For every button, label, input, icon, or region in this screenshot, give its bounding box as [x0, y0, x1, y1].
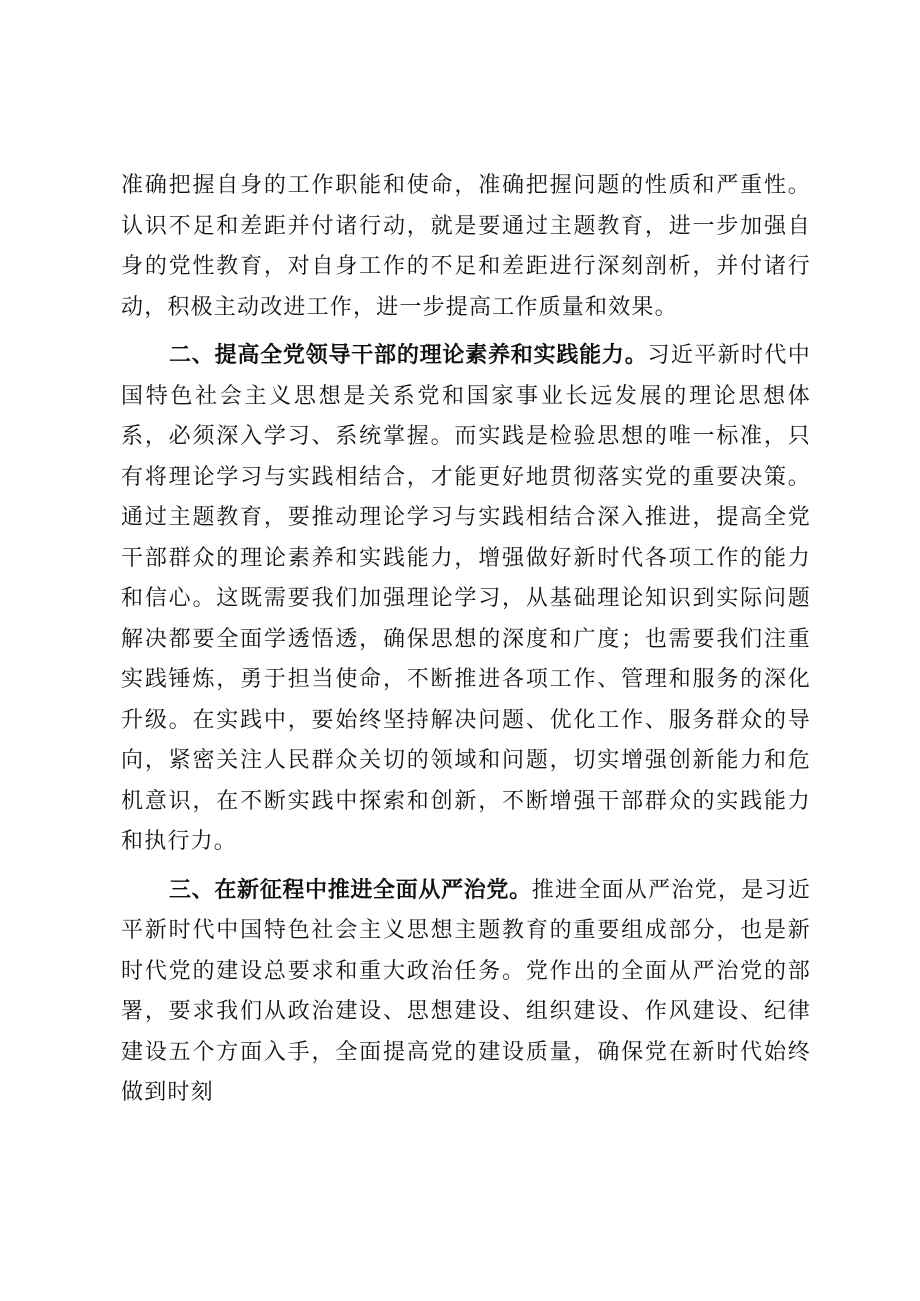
paragraph-1 — [121, 166, 811, 328]
paragraph-2 — [121, 336, 811, 863]
section-heading-2: 二、提高全党领导干部的理论素养和实践能力。 — [169, 343, 648, 368]
document-body — [121, 166, 811, 1122]
paragraph-2-body: 习近平新时代中国特色社会主义思想是关系党和国家事业长远发展的理论思想体系，必须深入学习、系统掌握。而实践是检验思想的唯一标准，只有将理论学习与实践相结合，才能更好地贯彻落实党的重要决策。通过主题教育，要推动理论学习与实践相结合深入推进，提高全党干部群众的理论素养和实践能力，增强做好新时代各项工作的能力和信心。这既需要我们加强理论学习，从基础理论知识到实际问题解决都要全面学透悟透，确保思想的深度和广度；也需要我们注重实践锤炼，勇于担当使命，不断推进各项工作、管理和服务的深化升级。在实践中，要始终坚持解决问题、优化工作、服务群众的导向，紧密关注人民群众关切的领域和问题，切实增强创新能力和危机意识，在不断实践中探索和创新，不断增强干部群众的实践能力和执行力。 — [121, 343, 811, 854]
section-heading-3: 三、在新征程中推进全面从严治党。 — [169, 877, 532, 903]
paragraph-3-body: 推进全面从严治党，是习近平新时代中国特色社会主义思想主题教育的重要组成部分，也是新时代党的建设总要求和重大政治任务。党作出的全面从严治党的部署，要求我们从政治建设、思想建设、组织建设、作风建设、纪律建设五个方面入手，全面提高党的建设质量，确保党在新时代始终做到时刻 — [121, 877, 811, 1105]
paragraph-1-body: 准确把握自身的工作职能和使命，准确把握问题的性质和严重性。认识不足和差距并付诸行动，就是要通过主题教育，进一步加强自身的党性教育，对自身工作的不足和差距进行深刻剖析，并付诸行动，积极主动改进工作，进一步提高工作质量和效果。 — [121, 173, 811, 320]
paragraph-3 — [121, 871, 811, 1114]
